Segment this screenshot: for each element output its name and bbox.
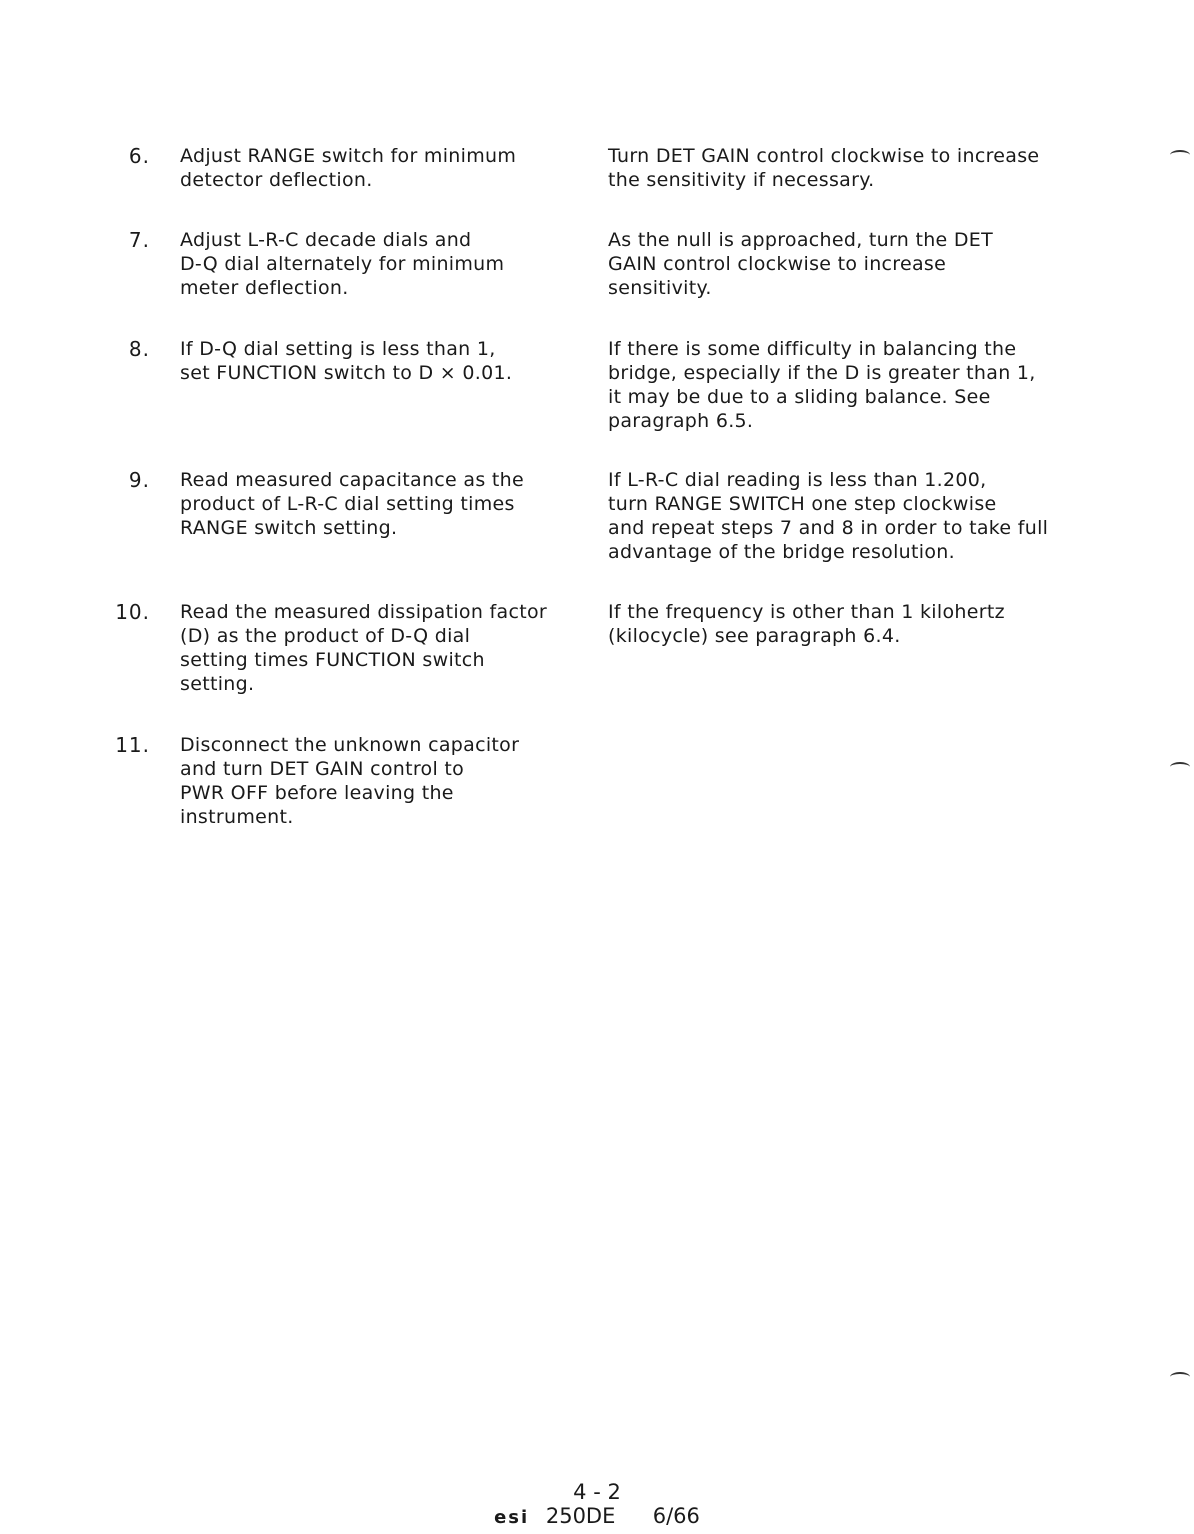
step-note: As the null is approached, turn the DET GAIN control clockwise to increase sensitivity. bbox=[608, 229, 994, 299]
step-instruction: Read measured capacitance as the product of L-R-C dial setting times RANGE switch setting. bbox=[180, 469, 524, 539]
footer-identification bbox=[0, 1504, 1194, 1530]
step-number: 7. bbox=[128, 228, 150, 252]
esi-logo: esi bbox=[494, 1507, 530, 1528]
step-instruction: If D-Q dial setting is less than 1, set FUNCTION switch to D × 0.01. bbox=[180, 338, 513, 384]
step-note: Turn DET GAIN control clockwise to increase the sensitivity if necessary. bbox=[608, 145, 1040, 191]
step-number: 6. bbox=[128, 144, 150, 168]
step-instruction: Adjust L-R-C decade dials and D-Q dial alternately for minimum meter deflection. bbox=[180, 229, 505, 299]
binder-mark-top bbox=[1170, 150, 1190, 160]
step-number: 10. bbox=[115, 600, 150, 624]
binder-mark-bottom bbox=[1170, 1372, 1190, 1382]
revision-date: 6/66 bbox=[652, 1504, 700, 1528]
step-number: 8. bbox=[128, 337, 150, 361]
model-number: 250DE bbox=[545, 1504, 616, 1528]
step-number: 11. bbox=[115, 733, 150, 757]
step-instruction: Read the measured dissipation factor (D) as the product of D-Q dial setting times FUNCTION switch setting. bbox=[180, 601, 547, 695]
step-instruction: Disconnect the unknown capacitor and turn DET GAIN control to PWR OFF before leaving the instrument. bbox=[180, 734, 520, 828]
step-instruction: Adjust RANGE switch for minimum detector deflection. bbox=[180, 145, 517, 191]
page-number: 4 - 2 bbox=[573, 1480, 621, 1504]
step-note: If L-R-C dial reading is less than 1.200, turn RANGE SWITCH one step clockwise and repeat steps 7 and 8 in order to take full advantage of the bridge resolution. bbox=[608, 469, 1049, 563]
binder-mark-middle bbox=[1170, 762, 1190, 772]
step-number: 9. bbox=[128, 468, 150, 492]
step-note: If there is some difficulty in balancing the bridge, especially if the D is greater than 1, it may be due to a sliding balance. See paragraph 6.5. bbox=[608, 338, 1036, 432]
step-note: If the frequency is other than 1 kilohertz (kilocycle) see paragraph 6.4. bbox=[608, 601, 1005, 647]
